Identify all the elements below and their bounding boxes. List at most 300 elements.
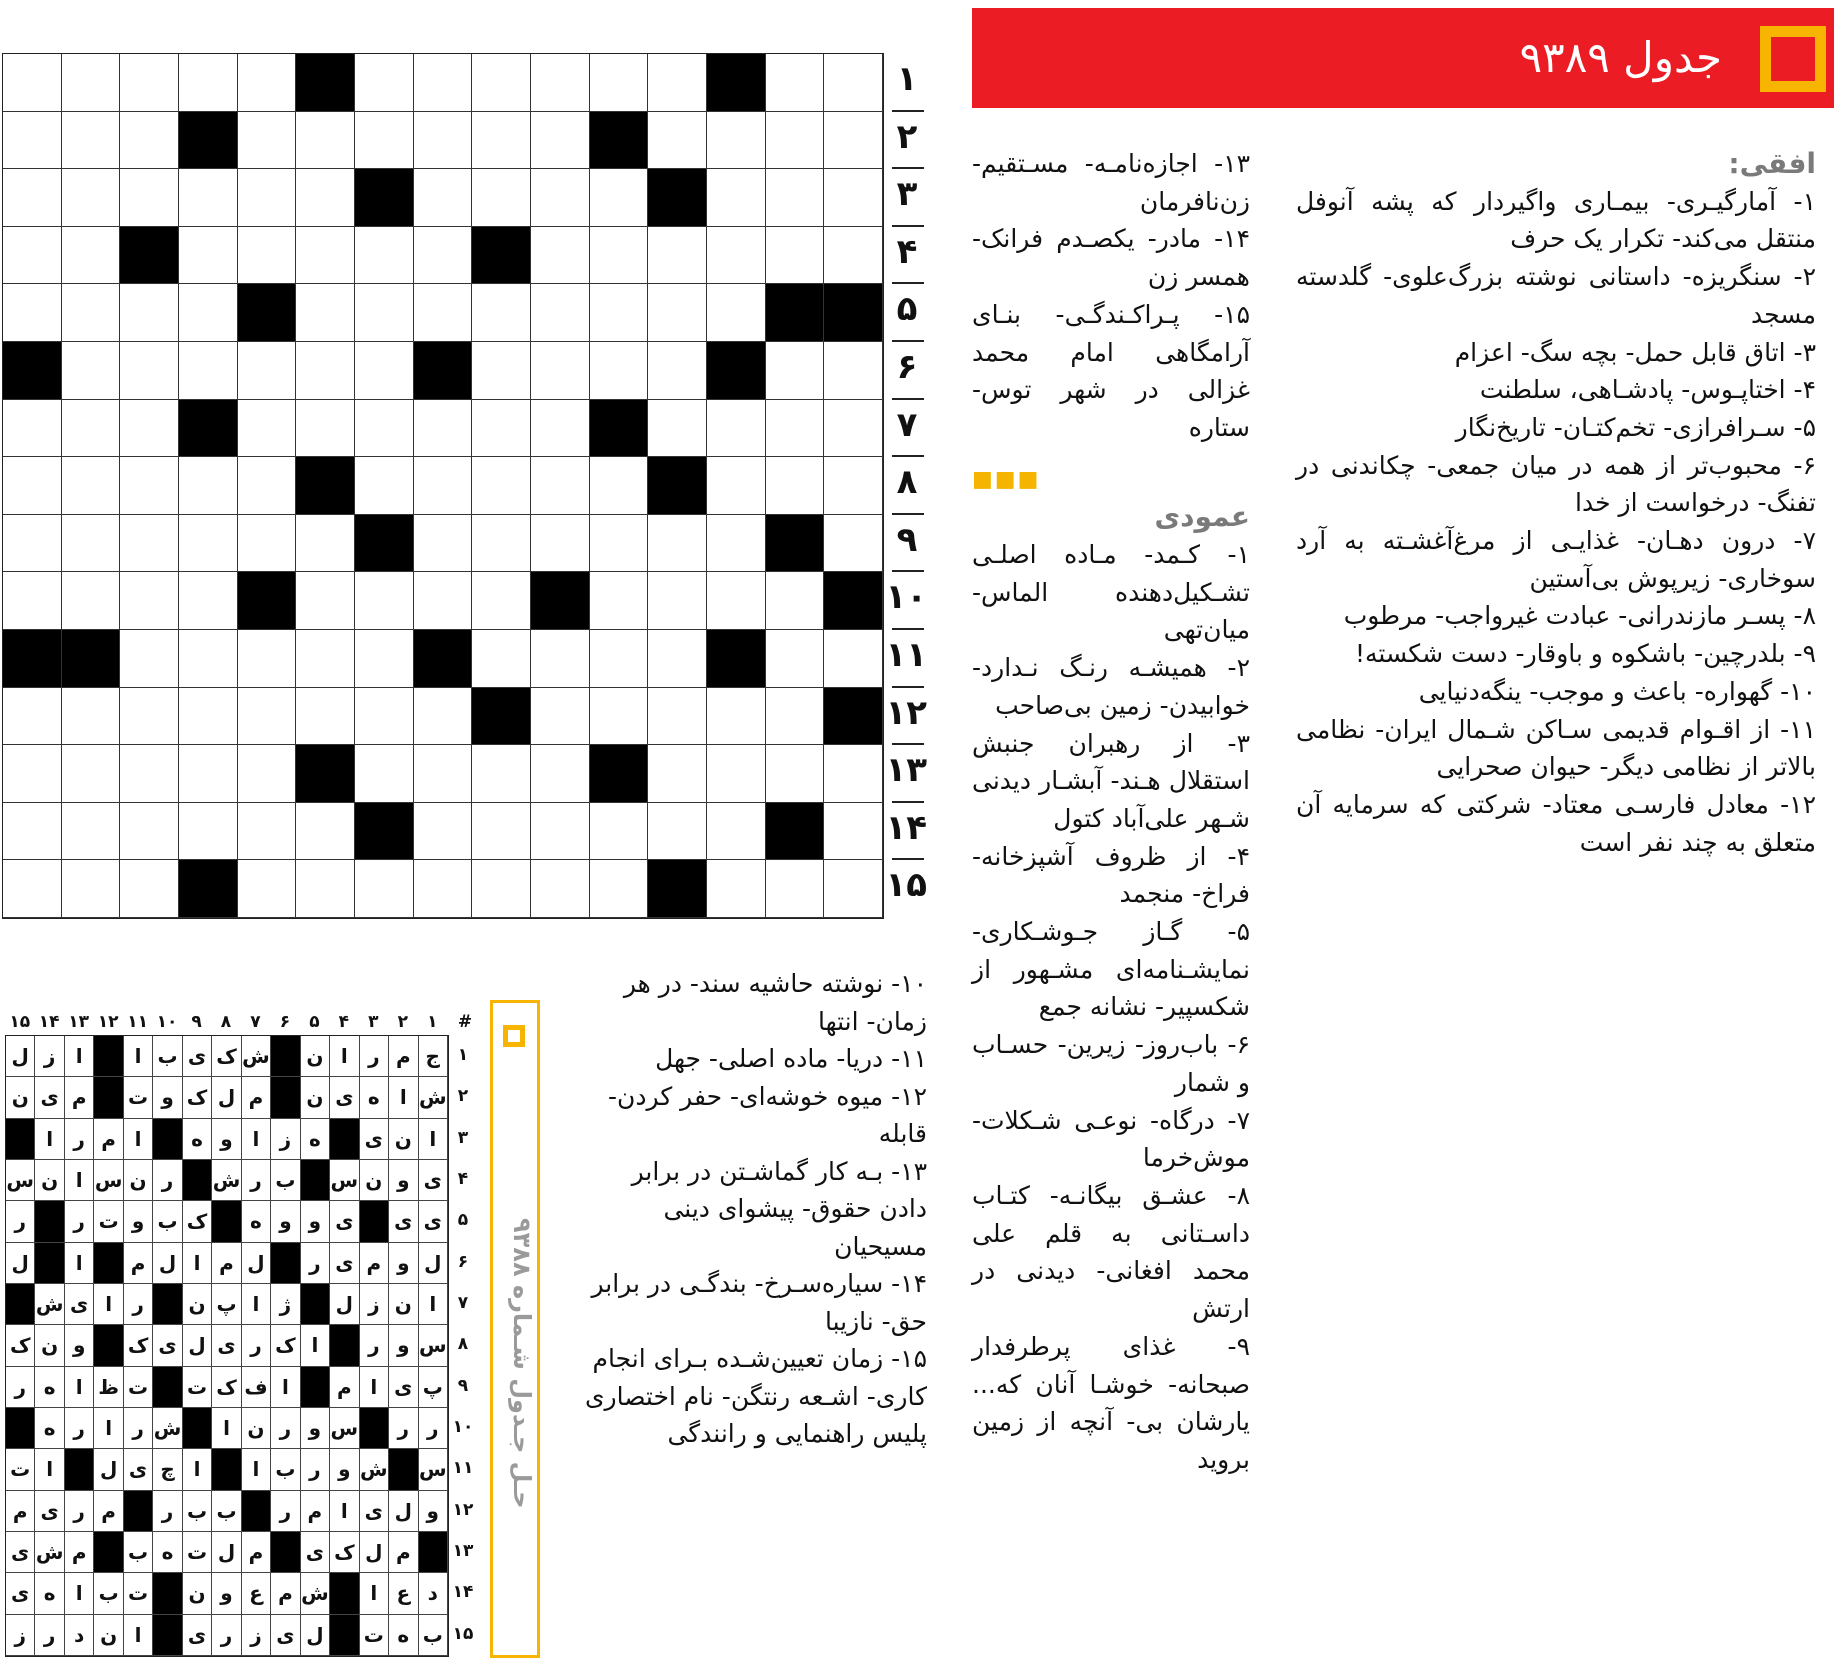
- solution-letter: ل: [301, 1615, 330, 1656]
- grid-cell[interactable]: [296, 688, 355, 746]
- grid-cell[interactable]: [120, 572, 179, 630]
- grid-cell[interactable]: [707, 112, 766, 170]
- grid-cell[interactable]: [179, 745, 238, 803]
- solution-col-number: ۱۲: [97, 1012, 119, 1032]
- grid-cell[interactable]: [355, 572, 414, 630]
- grid-cell[interactable]: [824, 112, 883, 170]
- grid-cell[interactable]: [766, 169, 825, 227]
- grid-cell[interactable]: [824, 169, 883, 227]
- grid-cell[interactable]: [766, 572, 825, 630]
- solution-block: [183, 1160, 212, 1201]
- grid-cell[interactable]: [355, 457, 414, 515]
- solution-letter: ی: [419, 1160, 448, 1201]
- solution-letter: م: [94, 1119, 123, 1160]
- grid-cell[interactable]: [472, 630, 531, 688]
- grid-cell[interactable]: [590, 688, 649, 746]
- solution-letter: ن: [360, 1160, 389, 1201]
- grid-cell[interactable]: [414, 572, 473, 630]
- solution-letter: ل: [360, 1532, 389, 1573]
- grid-cell[interactable]: [531, 227, 590, 285]
- solution-col-number: ۵: [309, 1012, 320, 1032]
- grid-block: [824, 572, 883, 630]
- grid-cell[interactable]: [238, 630, 297, 688]
- grid-cell[interactable]: [414, 860, 473, 918]
- solution-row-number: ۹: [457, 1375, 469, 1396]
- solution-letter: ش: [242, 1036, 271, 1077]
- solution-block: [153, 1615, 182, 1656]
- grid-cell[interactable]: [355, 54, 414, 112]
- grid-cell[interactable]: [590, 572, 649, 630]
- grid-cell[interactable]: [824, 342, 883, 400]
- grid-cell[interactable]: [472, 400, 531, 458]
- grid-cell[interactable]: [590, 630, 649, 688]
- grid-cell[interactable]: [3, 860, 62, 918]
- solution-letter: ی: [389, 1367, 418, 1408]
- grid-cell[interactable]: [414, 284, 473, 342]
- grid-cell[interactable]: [62, 342, 121, 400]
- grid-cell[interactable]: [238, 169, 297, 227]
- grid-cell[interactable]: [3, 227, 62, 285]
- solution-letter: ن: [124, 1160, 153, 1201]
- grid-cell[interactable]: [824, 745, 883, 803]
- grid-cell[interactable]: [824, 860, 883, 918]
- grid-cell[interactable]: [648, 630, 707, 688]
- grid-cell[interactable]: [120, 630, 179, 688]
- grid-cell[interactable]: [355, 112, 414, 170]
- grid-cell[interactable]: [531, 342, 590, 400]
- grid-cell[interactable]: [531, 745, 590, 803]
- grid-cell[interactable]: [472, 169, 531, 227]
- solution-letter: ه: [183, 1119, 212, 1160]
- grid-cell[interactable]: [62, 169, 121, 227]
- solution-letter: ت: [94, 1201, 123, 1242]
- grid-cell[interactable]: [62, 745, 121, 803]
- solution-block: [153, 1573, 182, 1614]
- solution-letter: ک: [271, 1325, 300, 1366]
- solution-letter: م: [242, 1532, 271, 1573]
- row-divider: [892, 686, 924, 688]
- grid-cell[interactable]: [120, 54, 179, 112]
- solution-letter: ی: [419, 1201, 448, 1242]
- row-number: ۴: [896, 231, 918, 272]
- solution-letter: و: [389, 1325, 418, 1366]
- grid-cell[interactable]: [472, 54, 531, 112]
- solution-letter: ا: [242, 1119, 271, 1160]
- grid-cell[interactable]: [62, 572, 121, 630]
- grid-cell[interactable]: [472, 112, 531, 170]
- grid-cell[interactable]: [120, 515, 179, 573]
- solution-letter: ر: [6, 1367, 35, 1408]
- grid-cell[interactable]: [3, 54, 62, 112]
- grid-cell[interactable]: [824, 803, 883, 861]
- solution-letter: ا: [65, 1367, 94, 1408]
- grid-cell[interactable]: [355, 860, 414, 918]
- grid-cell[interactable]: [120, 169, 179, 227]
- grid-cell[interactable]: [414, 688, 473, 746]
- solution-letter: ل: [212, 1532, 241, 1573]
- grid-cell[interactable]: [531, 803, 590, 861]
- grid-cell[interactable]: [531, 457, 590, 515]
- header-bar: [972, 8, 1834, 108]
- grid-cell[interactable]: [707, 745, 766, 803]
- grid-cell[interactable]: [414, 54, 473, 112]
- solution-letter: ر: [419, 1408, 448, 1449]
- solution-row-number: ۱۲: [452, 1499, 474, 1520]
- solution-block: [242, 1491, 271, 1532]
- grid-block: [472, 688, 531, 746]
- grid-cell[interactable]: [472, 572, 531, 630]
- grid-cell[interactable]: [238, 803, 297, 861]
- grid-cell[interactable]: [707, 457, 766, 515]
- grid-cell[interactable]: [648, 284, 707, 342]
- grid-cell[interactable]: [472, 284, 531, 342]
- grid-cell[interactable]: [472, 860, 531, 918]
- grid-cell[interactable]: [824, 457, 883, 515]
- grid-cell[interactable]: [766, 860, 825, 918]
- solution-col-number: ۱۳: [68, 1012, 90, 1032]
- row-divider: [892, 110, 924, 112]
- solution-letter: ک: [330, 1532, 359, 1573]
- grid-cell[interactable]: [414, 515, 473, 573]
- solution-letter: ا: [242, 1284, 271, 1325]
- solution-row-number: ۵: [457, 1210, 469, 1231]
- solution-letter: ش: [35, 1284, 64, 1325]
- solution-letter: م: [242, 1077, 271, 1118]
- grid-cell[interactable]: [531, 169, 590, 227]
- grid-cell[interactable]: [766, 342, 825, 400]
- grid-cell[interactable]: [179, 803, 238, 861]
- solution-letter: س: [419, 1325, 448, 1366]
- grid-cell[interactable]: [296, 342, 355, 400]
- grid-cell[interactable]: [120, 284, 179, 342]
- grid-cell[interactable]: [707, 860, 766, 918]
- grid-cell[interactable]: [120, 688, 179, 746]
- grid-cell[interactable]: [179, 342, 238, 400]
- down-column: [972, 145, 1250, 1479]
- solution-title-strip: [490, 1000, 540, 1658]
- grid-cell[interactable]: [3, 284, 62, 342]
- grid-cell[interactable]: [590, 284, 649, 342]
- grid-cell[interactable]: [355, 400, 414, 458]
- grid-cell[interactable]: [62, 400, 121, 458]
- solution-letter: ت: [124, 1573, 153, 1614]
- solution-letter: ر: [360, 1325, 389, 1366]
- grid-cell[interactable]: [472, 342, 531, 400]
- grid-cell[interactable]: [179, 169, 238, 227]
- solution-letter: ا: [65, 1036, 94, 1077]
- row-divider: [892, 282, 924, 284]
- grid-cell[interactable]: [824, 227, 883, 285]
- solution-col-number: ۷: [250, 1012, 261, 1032]
- grid-cell[interactable]: [62, 803, 121, 861]
- solution-row-number: ۴: [457, 1169, 469, 1189]
- row-number: ۱۳: [885, 750, 927, 791]
- grid-cell[interactable]: [3, 515, 62, 573]
- grid-cell[interactable]: [62, 457, 121, 515]
- solution-letter: ا: [419, 1119, 448, 1160]
- grid-cell[interactable]: [648, 745, 707, 803]
- grid-block: [296, 457, 355, 515]
- solution-column-numbers: [5, 1012, 480, 1034]
- clue-across-5: ۵- سـرافرازی- تخم‌کتـان- تاریخ‌نگار: [1455, 412, 1816, 442]
- solution-letter: ج: [419, 1036, 448, 1077]
- grid-cell[interactable]: [238, 688, 297, 746]
- solution-letter: ر: [271, 1408, 300, 1449]
- grid-cell[interactable]: [120, 112, 179, 170]
- grid-cell[interactable]: [414, 227, 473, 285]
- grid-cell[interactable]: [179, 630, 238, 688]
- solution-letter: ا: [65, 1573, 94, 1614]
- grid-cell[interactable]: [590, 169, 649, 227]
- solution-letter: ر: [389, 1408, 418, 1449]
- grid-cell[interactable]: [766, 745, 825, 803]
- grid-cell[interactable]: [648, 803, 707, 861]
- solution-letter: ت: [360, 1615, 389, 1656]
- solution-col-number: ۴: [338, 1012, 350, 1032]
- grid-cell[interactable]: [296, 112, 355, 170]
- grid-cell[interactable]: [355, 227, 414, 285]
- solution-letter: ا: [35, 1119, 64, 1160]
- grid-cell[interactable]: [3, 457, 62, 515]
- grid-cell[interactable]: [531, 284, 590, 342]
- solution-col-number: ۱: [427, 1012, 438, 1032]
- grid-cell[interactable]: [238, 112, 297, 170]
- grid-cell[interactable]: [590, 227, 649, 285]
- clue-across-11: ۱۱- از اقـوام قدیمی سـاکن شـمال ایران- نظامی بالاتر از نظامی دیگر- حیوان صحرایی: [1296, 714, 1816, 782]
- grid-cell[interactable]: [296, 803, 355, 861]
- grid-cell[interactable]: [472, 515, 531, 573]
- grid-cell[interactable]: [179, 284, 238, 342]
- solution-row-number: ۳: [457, 1127, 469, 1148]
- grid-cell[interactable]: [590, 342, 649, 400]
- grid-cell[interactable]: [62, 688, 121, 746]
- solution-letter: ر: [65, 1491, 94, 1532]
- solution-letter: م: [94, 1491, 123, 1532]
- grid-cell[interactable]: [238, 227, 297, 285]
- solution-letter: د: [65, 1615, 94, 1656]
- solution-letter: ن: [35, 1160, 64, 1201]
- solution-letter: ی: [330, 1077, 359, 1118]
- solution-letter: س: [94, 1160, 123, 1201]
- grid-cell[interactable]: [238, 400, 297, 458]
- grid-block: [766, 515, 825, 573]
- grid-cell[interactable]: [179, 457, 238, 515]
- solution-letter: ر: [153, 1160, 182, 1201]
- solution-col-number: ۱۴: [38, 1012, 60, 1032]
- grid-cell[interactable]: [238, 457, 297, 515]
- grid-cell[interactable]: [531, 54, 590, 112]
- grid-cell[interactable]: [824, 630, 883, 688]
- grid-cell[interactable]: [238, 745, 297, 803]
- grid-cell[interactable]: [238, 342, 297, 400]
- grid-cell[interactable]: [296, 860, 355, 918]
- clue-down-11: ۱۱- دریا- ماده اصلی- جهل: [655, 1044, 927, 1073]
- grid-cell[interactable]: [120, 860, 179, 918]
- grid-cell[interactable]: [3, 112, 62, 170]
- grid-cell[interactable]: [62, 860, 121, 918]
- grid-cell[interactable]: [296, 572, 355, 630]
- grid-block: [707, 342, 766, 400]
- solution-block: [301, 1284, 330, 1325]
- grid-cell[interactable]: [648, 572, 707, 630]
- grid-cell[interactable]: [472, 745, 531, 803]
- grid-block: [707, 54, 766, 112]
- grid-cell[interactable]: [590, 860, 649, 918]
- grid-cell[interactable]: [355, 342, 414, 400]
- grid-cell[interactable]: [120, 803, 179, 861]
- solution-letter: و: [212, 1119, 241, 1160]
- solution-letter: و: [389, 1243, 418, 1284]
- grid-cell[interactable]: [3, 572, 62, 630]
- grid-cell[interactable]: [531, 630, 590, 688]
- grid-cell[interactable]: [62, 284, 121, 342]
- solution-block: [360, 1408, 389, 1449]
- grid-cell[interactable]: [3, 688, 62, 746]
- grid-cell[interactable]: [824, 515, 883, 573]
- grid-cell[interactable]: [414, 112, 473, 170]
- solution-letter: و: [124, 1201, 153, 1242]
- grid-block: [414, 342, 473, 400]
- grid-cell[interactable]: [531, 688, 590, 746]
- grid-cell[interactable]: [707, 400, 766, 458]
- grid-cell[interactable]: [531, 112, 590, 170]
- clue-across-3: ۳- اتاق قابل حمل- بچه سگ- اعزام: [1454, 337, 1816, 367]
- grid-cell[interactable]: [590, 457, 649, 515]
- grid-cell[interactable]: [766, 112, 825, 170]
- grid-cell[interactable]: [707, 169, 766, 227]
- grid-cell[interactable]: [590, 515, 649, 573]
- grid-cell[interactable]: [590, 803, 649, 861]
- grid-cell[interactable]: [648, 400, 707, 458]
- solution-letter: ظ: [94, 1367, 123, 1408]
- grid-cell[interactable]: [355, 688, 414, 746]
- clue-down-3: ۳- از رهبران جنبش استقلال هـند- آبشـار دیدنی شـهر علی‌آباد کتول: [972, 728, 1250, 833]
- solution-block: [94, 1077, 123, 1118]
- grid-cell[interactable]: [707, 515, 766, 573]
- grid-cell[interactable]: [3, 400, 62, 458]
- grid-cell[interactable]: [355, 630, 414, 688]
- grid-cell[interactable]: [355, 284, 414, 342]
- solution-letter: ه: [35, 1573, 64, 1614]
- grid-cell[interactable]: [179, 227, 238, 285]
- solution-letter: د: [419, 1573, 448, 1614]
- grid-cell[interactable]: [120, 342, 179, 400]
- grid-cell[interactable]: [179, 54, 238, 112]
- grid-cell[interactable]: [531, 860, 590, 918]
- grid-cell[interactable]: [824, 400, 883, 458]
- clue-across-7: ۷- درون دهـان- غذایـی از مرغ‌آغشـته به آرد سوخاری- زیرپوش بی‌آستین: [1296, 526, 1816, 593]
- grid-cell[interactable]: [824, 54, 883, 112]
- grid-cell[interactable]: [707, 688, 766, 746]
- grid-cell[interactable]: [3, 169, 62, 227]
- grid-cell[interactable]: [414, 803, 473, 861]
- grid-cell[interactable]: [62, 227, 121, 285]
- grid-cell[interactable]: [3, 745, 62, 803]
- grid-cell[interactable]: [296, 515, 355, 573]
- grid-cell[interactable]: [120, 745, 179, 803]
- grid-cell[interactable]: [238, 860, 297, 918]
- grid-cell[interactable]: [766, 457, 825, 515]
- grid-cell[interactable]: [179, 688, 238, 746]
- solution-letter: س: [330, 1160, 359, 1201]
- grid-cell[interactable]: [62, 54, 121, 112]
- grid-cell[interactable]: [179, 572, 238, 630]
- grid-cell[interactable]: [238, 54, 297, 112]
- solution-letter: ک: [124, 1325, 153, 1366]
- grid-cell[interactable]: [62, 515, 121, 573]
- clue-across-15: ۱۵- پـراکـندگـی- بنـای آرامگاهی امام محمد غزالی در شهر توس- ستاره: [972, 299, 1250, 442]
- grid-block: [62, 630, 121, 688]
- grid-cell[interactable]: [648, 688, 707, 746]
- grid-cell[interactable]: [648, 515, 707, 573]
- grid-cell[interactable]: [472, 803, 531, 861]
- solution-block: [271, 1532, 300, 1573]
- grid-cell[interactable]: [296, 630, 355, 688]
- down-heading: عمودی: [1154, 500, 1250, 534]
- grid-cell[interactable]: [766, 688, 825, 746]
- grid-cell[interactable]: [648, 342, 707, 400]
- solution-letter: ه: [35, 1408, 64, 1449]
- grid-cell[interactable]: [766, 54, 825, 112]
- grid-cell[interactable]: [62, 112, 121, 170]
- grid-cell[interactable]: [648, 112, 707, 170]
- grid-cell[interactable]: [707, 572, 766, 630]
- grid-cell[interactable]: [414, 169, 473, 227]
- solution-block: [301, 1160, 330, 1201]
- grid-cell[interactable]: [296, 227, 355, 285]
- grid-cell[interactable]: [179, 515, 238, 573]
- grid-cell[interactable]: [766, 400, 825, 458]
- grid-cell[interactable]: [590, 54, 649, 112]
- solution-letter: ل: [242, 1243, 271, 1284]
- grid-cell[interactable]: [766, 227, 825, 285]
- grid-cell[interactable]: [355, 745, 414, 803]
- grid-cell[interactable]: [707, 803, 766, 861]
- grid-cell[interactable]: [120, 457, 179, 515]
- grid-cell[interactable]: [707, 227, 766, 285]
- solution-col-number: ۲: [397, 1012, 408, 1032]
- solution-block: [153, 1367, 182, 1408]
- grid-cell[interactable]: [648, 227, 707, 285]
- grid-cell[interactable]: [414, 457, 473, 515]
- grid-cell[interactable]: [238, 515, 297, 573]
- solution-letter: ه: [389, 1615, 418, 1656]
- solution-letter: ن: [35, 1325, 64, 1366]
- solution-letter: م: [271, 1573, 300, 1614]
- solution-block: [94, 1243, 123, 1284]
- grid-cell[interactable]: [414, 745, 473, 803]
- grid-cell[interactable]: [472, 457, 531, 515]
- solution-letter: ژ: [271, 1284, 300, 1325]
- grid-cell[interactable]: [3, 803, 62, 861]
- grid-cell[interactable]: [648, 54, 707, 112]
- solution-letter: ن: [183, 1284, 212, 1325]
- grid-cell[interactable]: [531, 515, 590, 573]
- grid-cell[interactable]: [531, 400, 590, 458]
- grid-cell[interactable]: [296, 284, 355, 342]
- grid-cell[interactable]: [707, 284, 766, 342]
- grid-cell[interactable]: [120, 400, 179, 458]
- solution-letter: ن: [389, 1284, 418, 1325]
- solution-letter: ب: [153, 1201, 182, 1242]
- solution-col-number: ۶: [279, 1012, 291, 1032]
- grid-cell[interactable]: [414, 400, 473, 458]
- grid-cell[interactable]: [766, 630, 825, 688]
- grid-cell[interactable]: [296, 400, 355, 458]
- grid-cell[interactable]: [296, 169, 355, 227]
- solution-block: [360, 1201, 389, 1242]
- across-heading: افقی:: [1728, 147, 1816, 180]
